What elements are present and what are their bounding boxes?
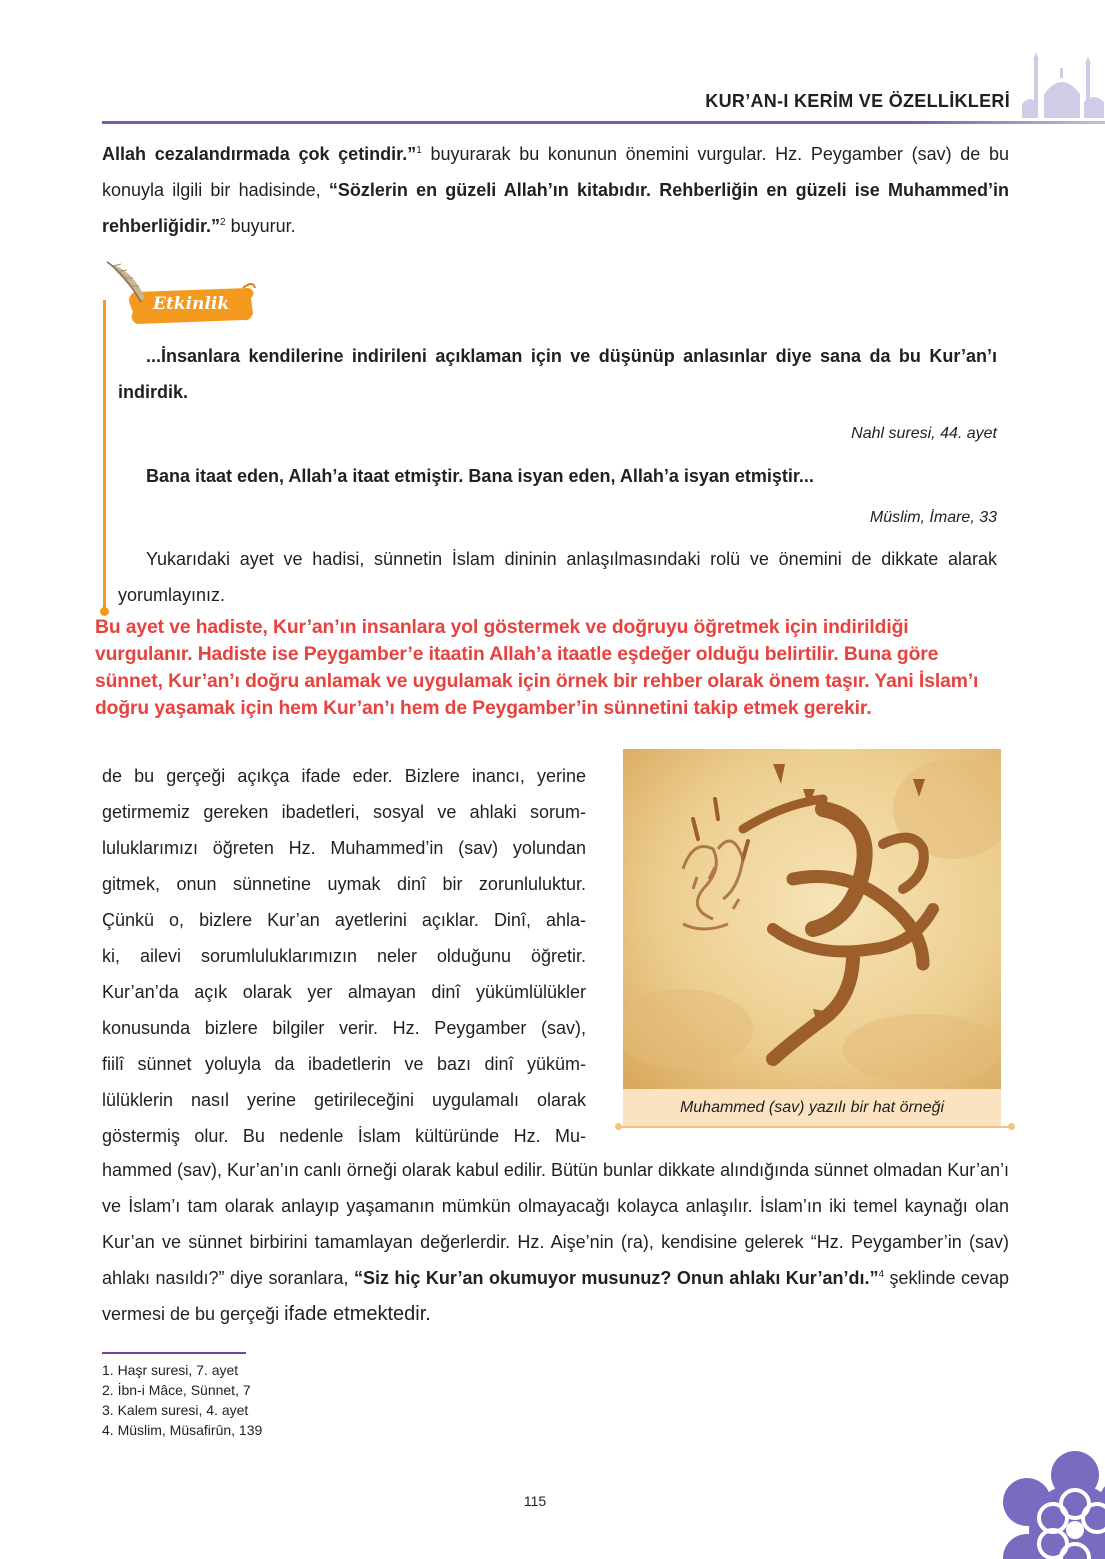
footnotes	[102, 1360, 262, 1440]
column-line: de bu gerçeği açıkça ifade eder. Bizlere inancı, yerine	[102, 766, 586, 786]
footnote: 3. Kalem suresi, 4. ayet	[102, 1402, 249, 1418]
quote-ayet: Allah cezalandırmada çok çetindir.”	[102, 144, 417, 164]
footnote-rule	[102, 1352, 246, 1354]
closing-text-1: hammed (sav), Kur’an’ın canlı örneği olarak kabul edilir. Bütün bunlar dikkate alındığında sünnet olmadan Kur’an’ı ve İslam’ı tam olarak anlayıp yaşamanın mümkün olmayacağı kolayca anlaşılır. İslam’ın iki temel kaynağı olan Kur’an ve sünnet birbirini tamamlayan değerlerdir. Hz. Aişe’nin (ra), kendisine gelerek “Hz. Peygamber’in (sav) ahlakı nasıldı?” diye soranlara,	[102, 1160, 1009, 1288]
footnote: 2. İbn-i Mâce, Sünnet, 7	[102, 1382, 251, 1398]
activity-ayet: ...İnsanlara kendilerine indirileni açıklaman için ve düşünüp anlasınlar diye sana da bu Kur’an’ı indirdik.	[118, 346, 997, 402]
quill-icon	[107, 262, 145, 302]
activity-answer	[95, 614, 1075, 722]
figure-caption: Muhammed (sav) yazılı bir hat örneği	[623, 1089, 1001, 1126]
column-line: getirmemiz gereken ibadetleri, sosyal ve ahlaki sorum-	[102, 802, 586, 822]
hadis-source: Müslim, İmare, 33	[869, 509, 997, 526]
activity-task: Yukarıdaki ayet ve hadisi, sünnetin İslam dininin anlaşılmasındaki rolü ve önemini de dikkate alarak yorumlayınız.	[118, 549, 997, 605]
column-line: ki, ailevi sorumluluklarımızın neler olduğunu öğretir.	[102, 946, 586, 966]
quote-aise: “Siz hiç Kur’an okumuyor musunuz? Onun ahlakı Kur’an’dı.”	[353, 1268, 879, 1288]
footnote-ref-4: 4	[878, 1269, 885, 1280]
answer-line: Bu ayet ve hadiste, Kur’an’ın insanlara yol göstermek ve doğruyu öğretmek için indirildiği	[95, 617, 909, 638]
answer-line: doğru yaşamak için hem Kur’an’ı hem de Peygamber’in sünnetini takip etmek gerekir.	[95, 698, 872, 719]
activity-label: Etkinlik	[153, 294, 230, 314]
column-line: konusunda bizlere bilgiler verir. Hz. Peygamber (sav),	[102, 1018, 586, 1038]
footnote-ref-1: 1	[416, 145, 422, 156]
activity-ribbon-icon	[101, 258, 256, 328]
header-rule	[102, 121, 1105, 124]
ayet-source: Nahl suresi, 44. ayet	[851, 425, 997, 442]
closing-text-2: şeklinde cevap vermesi de bu gerçeği	[102, 1268, 1010, 1324]
column-line: göstermiş olur. Bu nedenle İslam kültüründe Hz. Mu-	[102, 1126, 586, 1146]
intro-text-1: buyurarak bu konunun önemini vurgular. Hz. Peygamber (sav) de bu konuyla ilgili bir hadisinde,	[102, 144, 1010, 200]
closing-text-3: ifade etmektedir.	[284, 1303, 431, 1325]
footnote: 4. Müslim, Müsafirûn, 139	[102, 1422, 263, 1438]
activity-border	[103, 300, 106, 610]
column-line: lülüklerin nasıl yerine getirileceğini uygulamalı olarak	[102, 1090, 586, 1110]
footnote: 1. Haşr suresi, 7. ayet	[102, 1362, 239, 1378]
calligraphy-image	[623, 749, 1001, 1089]
closing-paragraph	[102, 1152, 1009, 1332]
column-line: Çünkü o, bizlere Kur’an ayetlerini açıklar. Dinî, ahla-	[102, 910, 586, 930]
mosque-silhouette-icon	[1020, 52, 1105, 132]
page-number: 115	[523, 1493, 547, 1509]
column-line: fiilî sünnet yoluyla da ibadetlerin ve bazı dinî yüküm-	[102, 1054, 586, 1074]
caption-rule	[618, 1126, 1012, 1128]
answer-line: vurgulanır. Hadiste ise Peygamber’e itaatin Allah’a itaatle eşdeğer olduğu belirtilir. Buna göre	[95, 644, 939, 665]
flower-ornament-icon	[990, 1440, 1105, 1559]
column-paragraph	[102, 758, 586, 1154]
column-line: gitmek, onun sünnetine uymak dinî bir zorunluluktur.	[102, 874, 586, 894]
activity-hadis: Bana itaat eden, Allah’a itaat etmiştir. Bana isyan eden, Allah’a isyan etmiştir...	[146, 466, 814, 486]
footnote-ref-2: 2	[220, 217, 226, 228]
quote-hadis: “Sözlerin en güzeli Allah’ın kitabıdır. Rehberliğin en güzeli ise Muhammed’in rehberliğidir.”	[102, 180, 1009, 236]
intro-text-2: buyurur.	[225, 216, 296, 236]
column-line: luluklarımızı öğreten Hz. Muhammed’in (sav) yolundan	[102, 838, 586, 858]
column-line: Kur’an’da açık olarak yer almayan dinî yükümlülükler	[102, 982, 586, 1002]
intro-paragraph	[102, 136, 1009, 244]
chapter-title: KUR’AN-I KERİM VE ÖZELLİKLERİ	[705, 91, 1010, 111]
answer-line: sünnet, Kur’an’ı doğru anlamak ve uygulamak için örnek bir rehber olarak önem taşır. Yani İslam’ı	[95, 671, 979, 692]
